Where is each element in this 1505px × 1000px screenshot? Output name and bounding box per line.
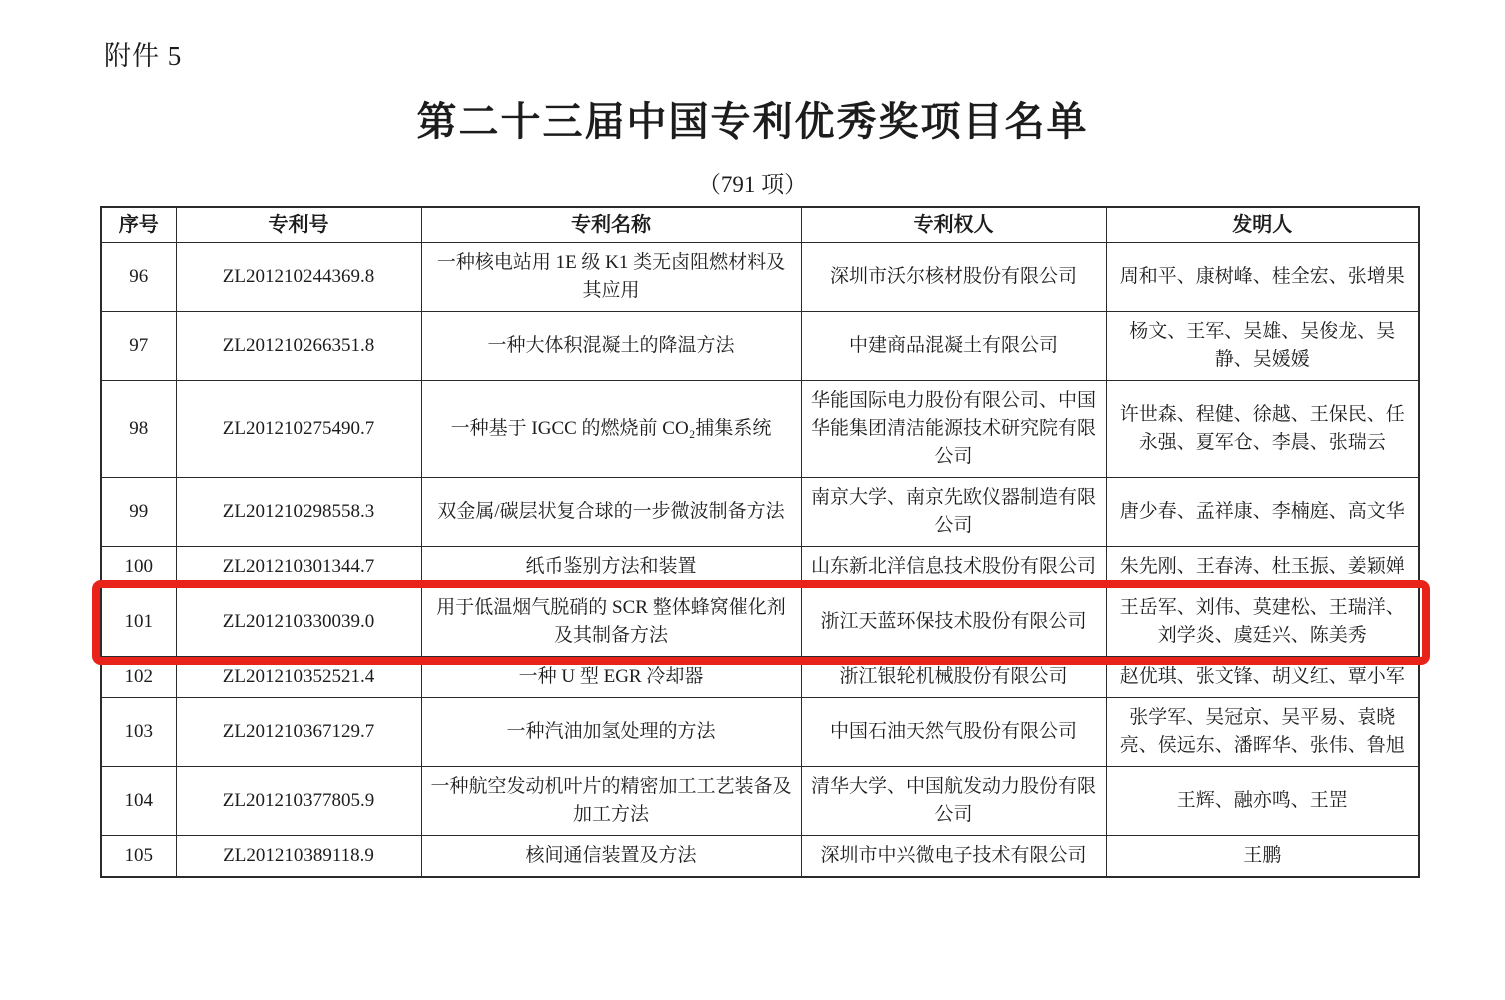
cell-seq: 98 bbox=[101, 381, 176, 478]
cell-patent-name: 一种基于 IGCC 的燃烧前 CO₂捕集系统 bbox=[421, 381, 801, 478]
cell-patentee: 中建商品混凝土有限公司 bbox=[801, 312, 1106, 381]
cell-inventors: 朱先刚、王春涛、杜玉振、姜颖婵 bbox=[1106, 547, 1419, 588]
cell-patent-no: ZL201210275490.7 bbox=[176, 381, 421, 478]
header-patentee: 专利权人 bbox=[801, 207, 1106, 243]
cell-seq: 100 bbox=[101, 547, 176, 588]
page-title: 第二十三届中国专利优秀奖项目名单 bbox=[416, 99, 1089, 144]
cell-patent-name: 用于低温烟气脱硝的 SCR 整体蜂窝催化剂及其制备方法 bbox=[421, 588, 801, 657]
cell-patent-name: 一种 U 型 EGR 冷却器 bbox=[421, 657, 801, 698]
cell-inventors: 许世森、程健、徐越、王保民、任永强、夏军仓、李晨、张瑞云 bbox=[1106, 381, 1419, 478]
table-row bbox=[101, 547, 1419, 588]
cell-patentee: 华能国际电力股份有限公司、中国华能集团清洁能源技术研究院有限公司 bbox=[801, 381, 1106, 478]
cell-inventors: 王岳军、刘伟、莫建松、王瑞洋、刘学炎、虞廷兴、陈美秀 bbox=[1106, 588, 1419, 657]
cell-patent-no: ZL201210389118.9 bbox=[176, 836, 421, 878]
cell-patent-name: 一种核电站用 1E 级 K1 类无卤阻燃材料及其应用 bbox=[421, 243, 801, 312]
header-patent-no: 专利号 bbox=[176, 207, 421, 243]
table-row bbox=[101, 657, 1419, 698]
cell-seq: 103 bbox=[101, 698, 176, 767]
table-row bbox=[101, 312, 1419, 381]
cell-seq: 102 bbox=[101, 657, 176, 698]
table-row bbox=[101, 767, 1419, 836]
cell-patent-no: ZL201210301344.7 bbox=[176, 547, 421, 588]
cell-patentee: 浙江天蓝环保技术股份有限公司 bbox=[801, 588, 1106, 657]
cell-patent-no: ZL201210244369.8 bbox=[176, 243, 421, 312]
cell-patent-no: ZL201210266351.8 bbox=[176, 312, 421, 381]
cell-seq: 97 bbox=[101, 312, 176, 381]
table-body bbox=[101, 243, 1419, 878]
header-seq: 序号 bbox=[101, 207, 176, 243]
cell-patent-name: 一种航空发动机叶片的精密加工工艺装备及加工方法 bbox=[421, 767, 801, 836]
cell-patent-name: 一种汽油加氢处理的方法 bbox=[421, 698, 801, 767]
cell-inventors: 张学军、吴冠京、吴平易、袁晓亮、侯远东、潘晖华、张伟、鲁旭 bbox=[1106, 698, 1419, 767]
table-row bbox=[101, 836, 1419, 878]
table-row bbox=[101, 698, 1419, 767]
table-row bbox=[101, 478, 1419, 547]
cell-seq: 105 bbox=[101, 836, 176, 878]
cell-patentee: 深圳市中兴微电子技术有限公司 bbox=[801, 836, 1106, 878]
cell-patent-no: ZL201210330039.0 bbox=[176, 588, 421, 657]
cell-inventors: 王辉、融亦鸣、王罡 bbox=[1106, 767, 1419, 836]
cell-inventors: 周和平、康树峰、桂全宏、张增果 bbox=[1106, 243, 1419, 312]
cell-seq: 104 bbox=[101, 767, 176, 836]
patent-award-table bbox=[100, 206, 1420, 878]
cell-inventors: 唐少春、孟祥康、李楠庭、高文华 bbox=[1106, 478, 1419, 547]
header-patent-name: 专利名称 bbox=[421, 207, 801, 243]
cell-patentee: 浙江银轮机械股份有限公司 bbox=[801, 657, 1106, 698]
cell-seq: 99 bbox=[101, 478, 176, 547]
attachment-label: 附件 5 bbox=[104, 41, 183, 71]
cell-inventors: 赵优琪、张文锋、胡义红、覃小军 bbox=[1106, 657, 1419, 698]
cell-patentee: 清华大学、中国航发动力股份有限公司 bbox=[801, 767, 1106, 836]
item-count: （791 项） bbox=[697, 172, 808, 197]
cell-patentee: 深圳市沃尔核材股份有限公司 bbox=[801, 243, 1106, 312]
cell-patentee: 中国石油天然气股份有限公司 bbox=[801, 698, 1106, 767]
cell-patent-name: 双金属/碳层状复合球的一步微波制备方法 bbox=[421, 478, 801, 547]
header-inventors: 发明人 bbox=[1106, 207, 1419, 243]
table-row bbox=[101, 381, 1419, 478]
cell-inventors: 王鹏 bbox=[1106, 836, 1419, 878]
cell-patent-no: ZL201210298558.3 bbox=[176, 478, 421, 547]
cell-seq: 101 bbox=[101, 588, 176, 657]
table-row bbox=[101, 588, 1419, 657]
cell-inventors: 杨文、王军、吴雄、吴俊龙、吴静、吴媛媛 bbox=[1106, 312, 1419, 381]
cell-patent-no: ZL201210377805.9 bbox=[176, 767, 421, 836]
table-row bbox=[101, 243, 1419, 312]
table-header-row bbox=[101, 207, 1419, 243]
cell-patent-name: 核间通信装置及方法 bbox=[421, 836, 801, 878]
cell-patentee: 山东新北洋信息技术股份有限公司 bbox=[801, 547, 1106, 588]
cell-patent-name: 一种大体积混凝土的降温方法 bbox=[421, 312, 801, 381]
cell-patent-name: 纸币鉴别方法和装置 bbox=[421, 547, 801, 588]
cell-patentee: 南京大学、南京先欧仪器制造有限公司 bbox=[801, 478, 1106, 547]
cell-patent-no: ZL201210367129.7 bbox=[176, 698, 421, 767]
cell-seq: 96 bbox=[101, 243, 176, 312]
cell-patent-no: ZL201210352521.4 bbox=[176, 657, 421, 698]
